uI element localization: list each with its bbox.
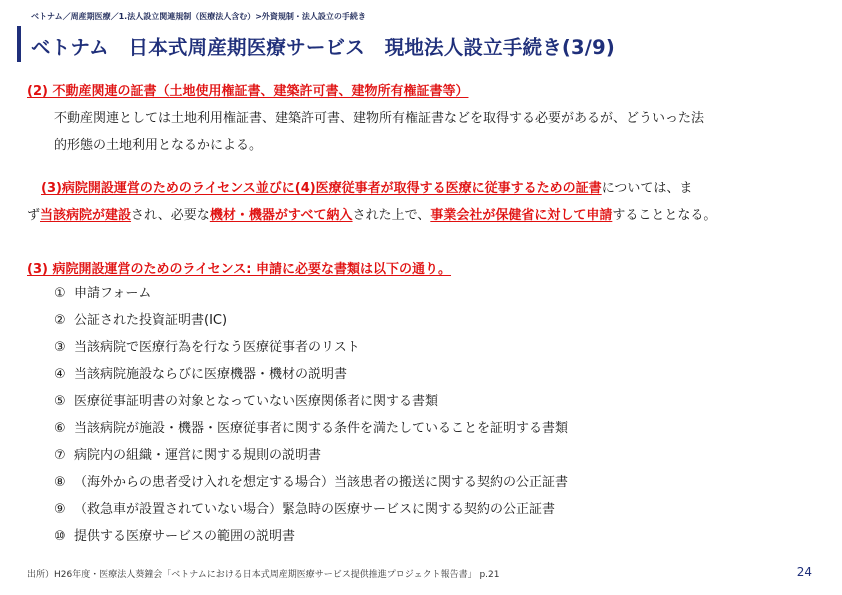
paragraph-text: することとなる。 (612, 208, 717, 223)
list-item-text: 当該病院が施設・機器・医療従事者に関する条件を満たしていることを証明する書類 (74, 421, 569, 436)
page-title: ベトナム 日本式周産期医療サービス 現地法人設立手続き(3/9) (31, 36, 616, 59)
title-accent-bar (17, 26, 21, 62)
list-item-number: ⑩ (54, 529, 66, 544)
paragraph-text: され、必要な (131, 208, 210, 223)
section-2-text-line-1: 不動産関連としては土地利用権証書、建築許可書、建物所有権証書などを取得する必要があるが、どういった法 (54, 111, 705, 126)
list-item-number: ⑥ (54, 421, 66, 436)
list-item (54, 285, 568, 312)
list-item (54, 312, 568, 339)
list-item-number: ① (54, 286, 66, 301)
licence-certificate-emphasis: (3)病院開設運営のためのライセンス並びに(4)医療従事者が取得する医療に従事するための証書 (41, 181, 602, 196)
page-number: 24 (796, 565, 812, 579)
list-item-text: 医療従事証明書の対象となっていない医療関係者に関する書類 (74, 394, 439, 409)
list-item (54, 420, 568, 447)
list-item-text: （海外からの患者受け入れを想定する場合）当該患者の搬送に関する契約の公正証書 (74, 475, 569, 490)
required-documents-list (54, 285, 568, 555)
hospital-construction-emphasis: 当該病院が建設 (40, 208, 132, 223)
list-item-number: ⑦ (54, 448, 66, 463)
list-item-text: 公証された投資証明書(IC) (74, 313, 228, 328)
paragraph-text: された上で、 (352, 208, 431, 223)
list-item-number: ② (54, 313, 66, 328)
list-item (54, 366, 568, 393)
source-citation: 出所）H26年度・医療法人葵鐘会「ベトナムにおける日本式周産期医療サービス提供推進プロジェクト報告書」 p.21 (27, 570, 500, 580)
list-item (54, 339, 568, 366)
paragraph-text: ず (27, 208, 41, 223)
list-item-text: 当該病院施設ならびに医療機器・機材の説明書 (74, 367, 348, 382)
equipment-delivery-emphasis: 機材・機器がすべて納入 (209, 208, 353, 223)
list-item-text: 申請フォーム (74, 286, 152, 301)
list-item-number: ⑨ (54, 502, 66, 517)
section-3-4-paragraph-line-2 (27, 204, 716, 223)
section-3-heading: (3) 病院開設運営のためのライセンス: 申請に必要な書類は以下の通り。 (27, 262, 452, 277)
section-3-4-paragraph-line-1 (41, 177, 692, 196)
list-item-text: （救急車が設置されていない場合）緊急時の医療サービスに関する契約の公正証書 (74, 502, 556, 517)
list-item (54, 447, 568, 474)
list-item-number: ⑧ (54, 475, 66, 490)
list-item-number: ③ (54, 340, 66, 355)
list-item-number: ⑤ (54, 394, 66, 409)
list-item-text: 提供する医療サービスの範囲の説明書 (74, 529, 296, 544)
breadcrumb: ベトナム／周産期医療／1.法人設立関連規制（医療法人含む）>外資規制・法人設立の手続き (31, 12, 366, 21)
list-item (54, 393, 568, 420)
list-item (54, 501, 568, 528)
section-2-text-line-2: 的形態の土地利用となるかによる。 (54, 138, 263, 153)
list-item (54, 474, 568, 501)
application-emphasis: 事業会社が保健省に対して申請 (430, 208, 613, 223)
paragraph-text: については、ま (601, 181, 693, 196)
section-2-heading: (2) 不動産関連の証書（土地使用権証書、建築許可書、建物所有権証書等） (27, 84, 469, 99)
list-item-text: 病院内の組織・運営に関する規則の説明書 (74, 448, 322, 463)
list-item-number: ④ (54, 367, 66, 382)
list-item-text: 当該病院で医療行為を行なう医療従事者のリスト (74, 340, 360, 355)
list-item (54, 528, 568, 555)
